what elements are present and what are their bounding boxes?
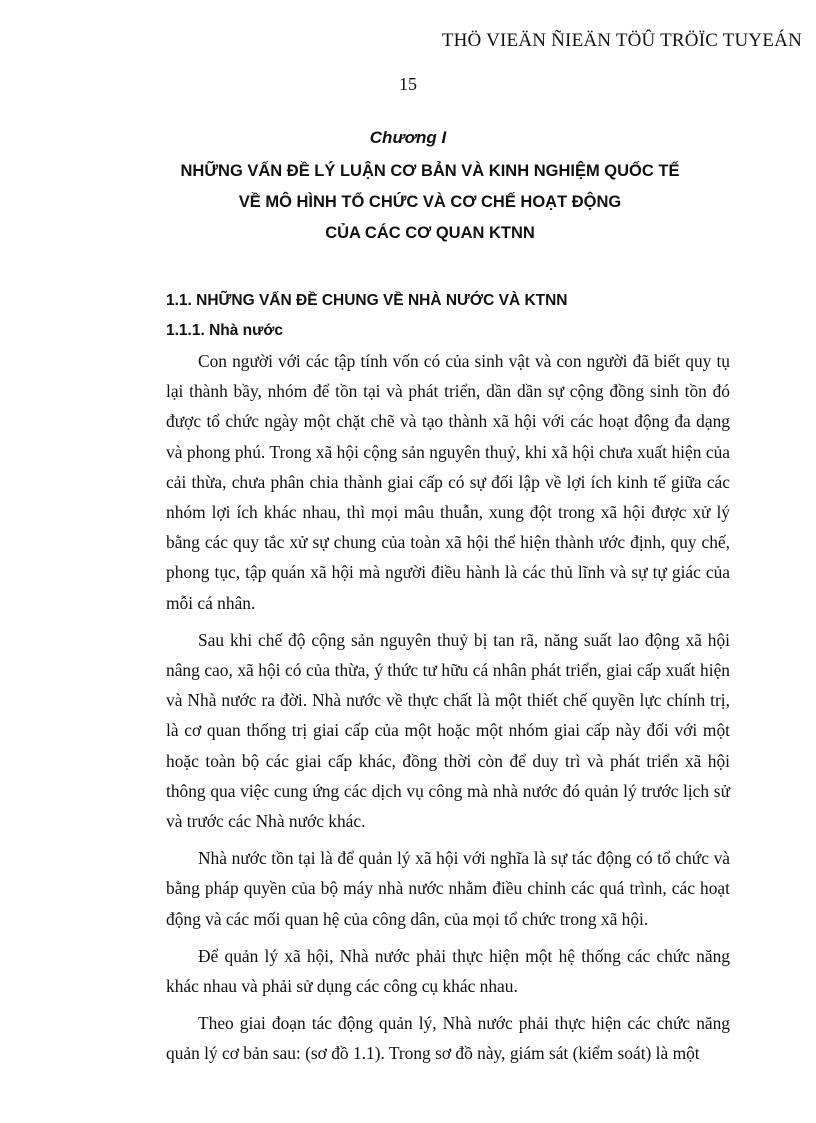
chapter-title-line: NHỮNG VẤN ĐỀ LÝ LUẬN CƠ BẢN VÀ KINH NGHIỆM QUỐC TẾ [180, 162, 680, 180]
chapter-title-line: CỦA CÁC CƠ QUAN KTNN [325, 224, 535, 242]
page-number: 15 [399, 74, 417, 94]
paragraph: Để quản lý xã hội, Nhà nước phải thực hiện một hệ thống các chức năng khác nhau và phải sử dụng các công cụ khác nhau. [166, 945, 730, 997]
paragraph: Theo giai đoạn tác động quản lý, Nhà nước phải thực hiện các chức năng quản lý cơ bản sau: (sơ đồ 1.1). Trong sơ đồ này, giám sát (kiểm soát) là một [166, 1013, 730, 1064]
subsection-heading: 1.1.1. Nhà nước [166, 322, 284, 339]
running-header: THÖ VIEÄN ÑIEÄN TÖÛ TRÖÏC TUYEÁN [441, 30, 802, 51]
chapter-title [150, 156, 710, 249]
chapter-label: Chương I [369, 128, 447, 147]
body-text [166, 346, 730, 1076]
chapter-title-line: VỀ MÔ HÌNH TỔ CHỨC VÀ CƠ CHẾ HOẠT ĐỘNG [238, 193, 622, 211]
paragraph: Sau khi chế độ cộng sản nguyên thuỷ bị tan rã, năng suất lao động xã hội nâng cao, xã hội có của thừa, ý thức tư hữu cá nhân phát triển, giai cấp xuất hiện và Nhà nước ra đời. Nhà nước về thực chất là một thiết chế quyền lực chính trị, là cơ quan thống trị giai cấp của một hoặc một nhóm giai cấp này đối với một hoặc toàn bộ các giai cấp khác, đồng thời còn để duy trì và phát triển xã hội thông qua việc cung ứng các dịch vụ công mà nhà nước đó quản lý trước lịch sử và trước các Nhà nước khác. [166, 629, 730, 832]
section-heading: 1.1. NHỮNG VẤN ĐỀ CHUNG VỀ NHÀ NƯỚC VÀ KTNN [166, 292, 568, 309]
paragraph: Con người với các tập tính vốn có của sinh vật và con người đã biết quy tụ lại thành bầy, nhóm để tồn tại và phát triển, dần dần sự cộng đồng sinh tồn đó được tổ chức ngày một chặt chẽ và tạo thành xã hội với các hoạt động đa dạng và phong phú. Trong xã hội cộng sản nguyên thuỷ, khi xã hội chưa xuất hiện của cải thừa, chưa phân chia thành giai cấp có sự đối lập về lợi ích kinh tế giữa các nhóm lợi ích khác nhau, thì mọi mâu thuẫn, xung đột trong xã hội được xử lý bằng các quy tắc xử sự chung của toàn xã hội thể hiện thành ước định, quy chế, phong tục, tập quán xã hội mà người điều hành là các thủ lĩnh và sự tự giác của mỗi cá nhân. [166, 351, 730, 613]
paragraph: Nhà nước tồn tại là để quản lý xã hội với nghĩa là sự tác động có tổ chức và bằng pháp quyền của bộ máy nhà nước nhằm điều chỉnh các quá trình, các hoạt động và các mối quan hệ của công dân, của mọi tổ chức trong xã hội. [166, 848, 730, 929]
